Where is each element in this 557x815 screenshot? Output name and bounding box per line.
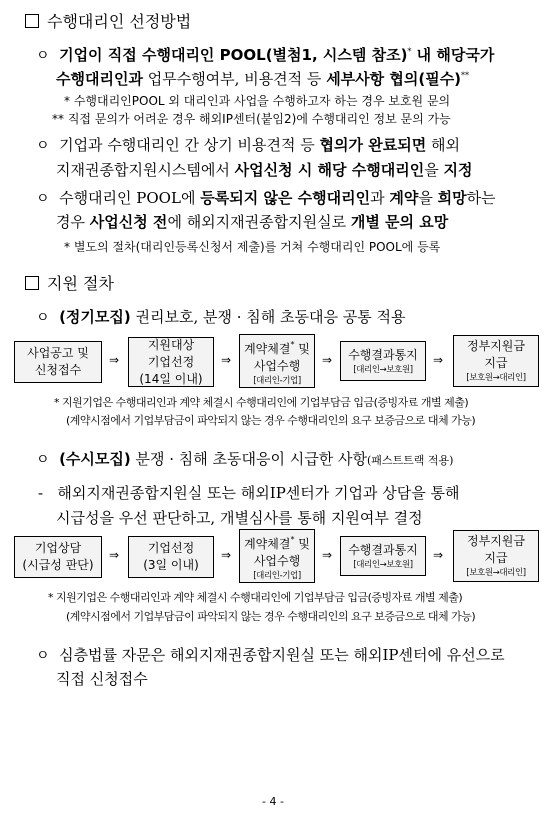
circle-bullet-icon: ㅇ [36, 138, 50, 154]
box-line: [대리인-기업] [253, 570, 301, 581]
box-line: [보호원→대리인] [466, 568, 526, 578]
text: 권리보호, 분쟁 · 침해 초동대응 공통 적용 [130, 308, 406, 326]
bold-text: 지정 [443, 161, 473, 179]
bold-text: 사업신청 전 [89, 213, 168, 231]
flow2-step-payment [453, 530, 539, 582]
box-line: 수행결과통지 [348, 542, 418, 557]
circle-bullet-icon: ㅇ [36, 48, 50, 64]
flow1-step-announce [14, 341, 102, 383]
section-title: 지원 절차 [47, 274, 114, 293]
text: 및 [294, 536, 310, 551]
text: 수행대리인 POOL에 [59, 189, 201, 207]
circle-bullet-icon: ㅇ [36, 191, 50, 207]
box-line: 지급 [484, 356, 508, 370]
text: 심층법률 자문은 해외지재권종합지원실 또는 해외IP센터에 유선으로 [59, 646, 505, 664]
bold-text: 수행대리인과 [56, 70, 143, 88]
box-line: 지원대상 [147, 337, 195, 352]
page-number: - 4 - [262, 795, 284, 808]
superscript: ** [461, 71, 470, 80]
section-heading-agent-selection [25, 9, 191, 32]
flow1-step-selection [128, 337, 214, 387]
note-pool-other: * 수행대리인POOL 외 대리인과 사업을 수행하고자 하는 경우 보호원 문의 [64, 94, 451, 108]
bold-text: 계약 [389, 189, 419, 207]
flow1-step-report [340, 341, 426, 381]
note-deposit-replace: (계약시점에서 기업부담금이 파악되지 않는 경우 수행대리인의 요구 보증금으로 대체 가능) [66, 610, 476, 623]
box-line [244, 336, 310, 358]
bullet-direct-consult-line2 [56, 64, 469, 91]
box-line: 정부지원금 [467, 339, 525, 353]
text: 기업과 수행대리인 간 상기 비용견적 등 [59, 136, 320, 154]
bullet-unregistered-agent [36, 187, 496, 211]
box-line: [보호원→대리인] [466, 373, 526, 383]
dash-bullet: - [38, 484, 44, 502]
bold-text: 희망 [437, 189, 467, 207]
section-heading-procedure [25, 271, 114, 294]
text: 해외 [426, 136, 460, 154]
note-company-payment: * 지원기업은 수행대리인과 계약 체결시 수행대리인에 기업부담금 입금(증빙자료 개별 제출) [48, 591, 463, 604]
dash-item-consult-line2: 시급성을 우선 판단하고, 개별심사를 통해 지원여부 결정 [56, 509, 423, 527]
box-line [244, 531, 310, 553]
bold-text: 개별 문의 요망 [350, 213, 449, 231]
box-line: 사업수행 [253, 553, 301, 568]
note-ip-center: ** 직접 문의가 어려운 경우 해외IP센터(붙임2)에 수행대리인 정보 문의 가능 [52, 112, 451, 126]
box-line: (시급성 판단) [22, 558, 94, 572]
bullet-unregistered-agent-line2 [56, 211, 448, 234]
bold-text: (정기모집) [59, 308, 131, 326]
bold-text: 내 해당국가 [411, 46, 495, 64]
bullet-legal-advice [36, 644, 505, 668]
box-line: 기업선정 [147, 541, 195, 555]
flow2-step-consult [14, 536, 102, 578]
superscript: * [290, 339, 295, 349]
text: 지재권종합지원시스템에서 [56, 161, 235, 179]
box-line: (14일 이내) [139, 371, 203, 386]
dash-item-consult [38, 482, 460, 505]
flow2-step-selection [128, 536, 214, 578]
text: 분쟁 · 침해 초동대응이 시급한 사항 [130, 450, 367, 468]
box-line: [대리인-기업] [253, 375, 301, 386]
bold-text: 세부사항 협의(필수) [326, 70, 462, 88]
box-line: 사업수행 [253, 358, 301, 373]
box-line: 지급 [484, 551, 508, 565]
bold-text: 협의가 완료되면 [319, 136, 427, 154]
box-line: 사업공고 및 [27, 346, 89, 360]
flow1-step-contract [239, 334, 315, 388]
right-double-arrow-icon: ⇒ [322, 548, 333, 562]
right-double-arrow-icon: ⇒ [433, 548, 444, 562]
text: 계약체결 [244, 536, 291, 551]
text: 에 해외지재권종합지원실로 [167, 213, 351, 231]
text: 과 [370, 189, 390, 207]
circle-bullet-icon: ㅇ [36, 452, 50, 468]
note-registration: * 별도의 절차(대리인등록신청서 제출)를 거쳐 수행대리인 POOL에 등록 [64, 240, 441, 254]
right-double-arrow-icon: ⇒ [433, 353, 444, 367]
text: 하는 [466, 189, 496, 207]
bold-text: 기업이 직접 수행대리인 POOL(별첨1, 시스템 참조) [59, 46, 408, 64]
note-deposit-replace: (계약시점에서 기업부담금이 파악되지 않는 경우 수행대리인의 요구 보증금으로 대체 가능) [66, 414, 476, 427]
bold-text: 사업신청 시 해당 수행대리인 [234, 161, 425, 179]
flow2-step-contract [239, 529, 315, 583]
right-double-arrow-icon: ⇒ [322, 353, 333, 367]
bullet-regular-recruit [36, 306, 406, 330]
right-double-arrow-icon: ⇒ [221, 353, 232, 367]
superscript: * [407, 47, 412, 56]
box-line: 수행결과통지 [348, 347, 418, 362]
box-line: [대리인→보호원] [353, 559, 413, 570]
text: 을 [418, 189, 438, 207]
bold-text: (수시모집) [59, 450, 131, 468]
text: 및 [294, 341, 310, 356]
flow1-step-payment [453, 335, 539, 387]
bullet-agreement-line2 [56, 159, 472, 182]
text: 업무수행여부, 비용견적 등 [142, 70, 327, 88]
bullet-legal-advice-line2: 직접 신청접수 [56, 670, 148, 688]
superscript: * [290, 534, 295, 544]
bullet-agreement [36, 134, 460, 158]
square-bullet-icon [25, 276, 39, 290]
box-line: (3일 이내) [143, 558, 199, 572]
note-company-payment: * 지원기업은 수행대리인과 계약 체결시 수행대리인에 기업부담금 입금(증빙자료 개별 제출) [54, 396, 469, 409]
bold-text: 등록되지 않은 수행대리인 [200, 189, 371, 207]
flow2-step-report [340, 536, 426, 576]
right-double-arrow-icon: ⇒ [109, 353, 120, 367]
box-line: 기업선정 [147, 354, 195, 369]
square-bullet-icon [25, 14, 39, 28]
text: 계약체결 [244, 341, 291, 356]
box-line: 신청접수 [34, 363, 82, 377]
circle-bullet-icon: ㅇ [36, 310, 50, 326]
right-double-arrow-icon: ⇒ [109, 548, 120, 562]
circle-bullet-icon: ㅇ [36, 648, 50, 664]
box-line: 정부지원금 [467, 534, 525, 548]
text: 해외지재권종합지원실 또는 해외IP센터가 기업과 상담을 통해 [57, 484, 460, 502]
text: 을 [424, 161, 444, 179]
text: 경우 [56, 213, 90, 231]
right-double-arrow-icon: ⇒ [221, 548, 232, 562]
box-line: [대리인→보호원] [353, 364, 413, 375]
section-title: 수행대리인 선정방법 [47, 12, 192, 31]
box-line: 기업상담 [34, 541, 82, 555]
bullet-ad-hoc-recruit [36, 448, 453, 472]
text: (패스트트랙 적용) [367, 454, 454, 467]
